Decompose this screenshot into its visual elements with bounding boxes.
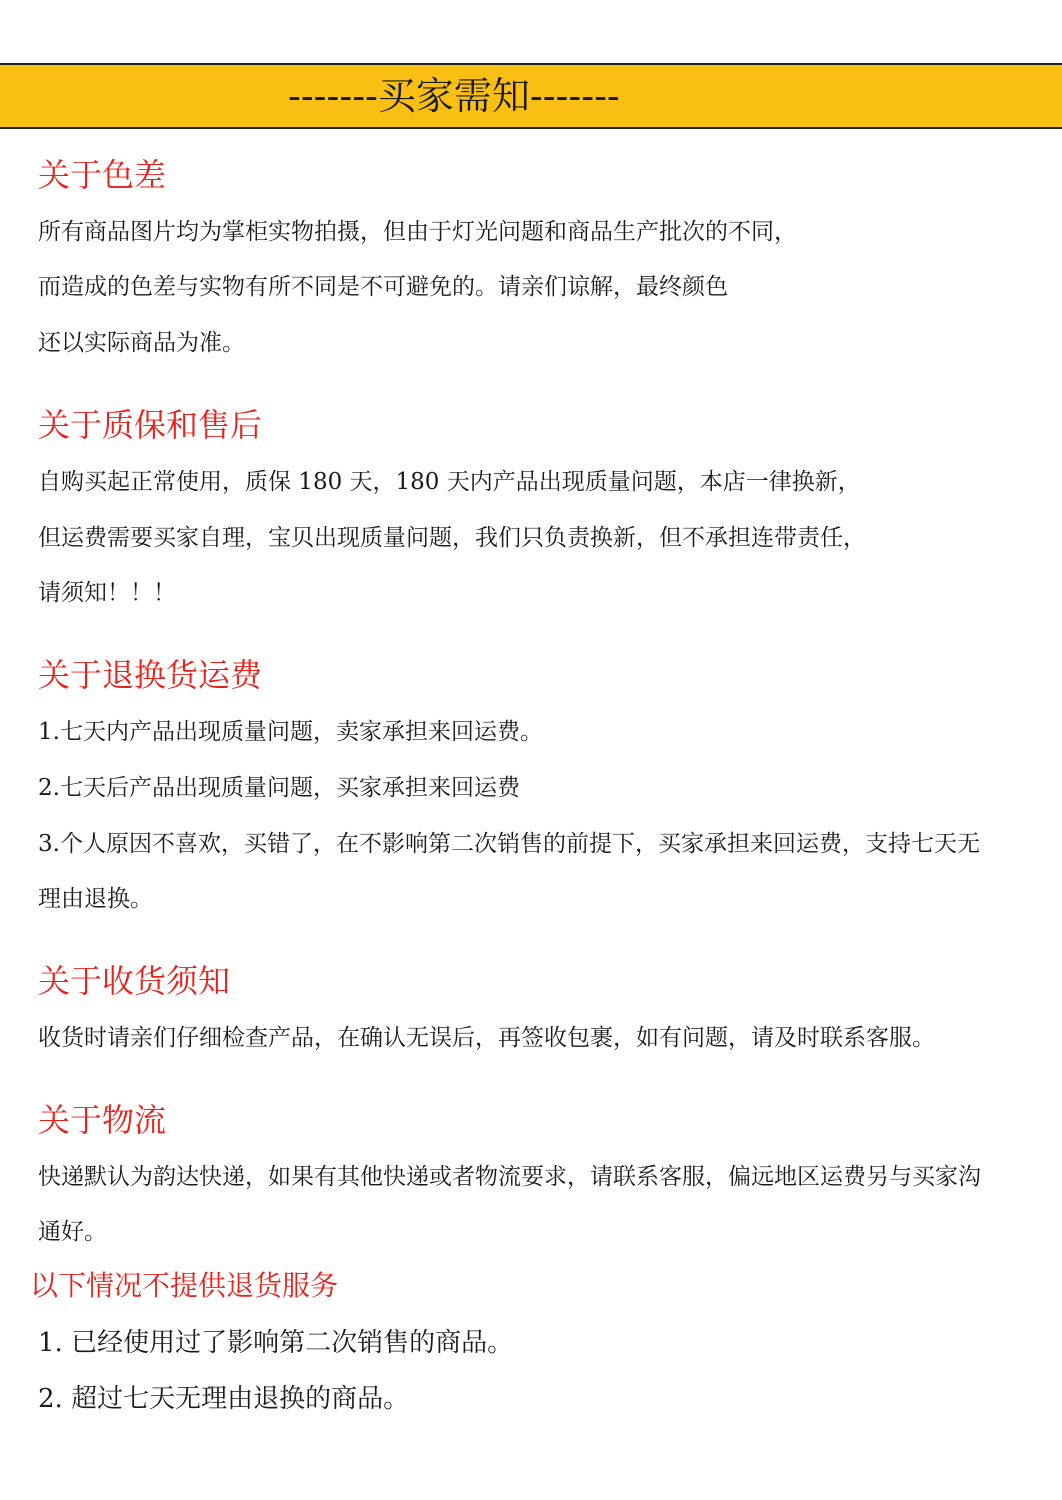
no-return-heading: 以下情况不提供退货服务 [30, 1269, 339, 1302]
section-text-line: 还以实际商品为准。 [38, 330, 245, 356]
section-text-line: 而造成的色差与实物有所不同是不可避免的。请亲们谅解，最终颜色 [38, 274, 728, 300]
section-text-line: 请须知！！！ [38, 580, 176, 606]
no-return-item: 1. 已经使用过了影响第二次销售的商品。 [38, 1328, 514, 1358]
section-text-line: 但运费需要买家自理，宝贝出现质量问题，我们只负责换新，但不承担连带责任， [38, 525, 866, 551]
header-banner [0, 63, 1062, 129]
section-heading-receiving: 关于收货须知 [38, 962, 231, 1000]
section-text-line: 通好。 [38, 1219, 107, 1245]
section-text-line: 理由退换。 [38, 886, 153, 912]
section-text-line: 2.七天后产品出现质量问题，买家承担来回运费 [38, 775, 520, 801]
page-title: -------买家需知------- [288, 74, 620, 118]
no-return-item: 2. 超过七天无理由退换的商品。 [38, 1384, 410, 1414]
section-text-line: 1.七天内产品出现质量问题，卖家承担来回运费。 [38, 719, 543, 745]
section-heading-return-shipping: 关于退换货运费 [38, 656, 263, 694]
section-heading-logistics: 关于物流 [38, 1101, 167, 1139]
section-heading-color-difference: 关于色差 [38, 156, 167, 194]
section-text-line: 快递默认为韵达快递，如果有其他快递或者物流要求，请联系客服，偏远地区运费另与买家沟 [38, 1164, 981, 1190]
section-text-line: 3.个人原因不喜欢，买错了，在不影响第二次销售的前提下，买家承担来回运费，支持七天无 [38, 831, 980, 857]
section-text-line: 收货时请亲们仔细检查产品，在确认无误后，再签收包裹，如有问题，请及时联系客服。 [38, 1025, 935, 1051]
section-heading-warranty: 关于质保和售后 [38, 406, 263, 444]
section-text-line: 所有商品图片均为掌柜实物拍摄，但由于灯光问题和商品生产批次的不同， [38, 219, 797, 245]
section-text-line: 自购买起正常使用，质保 180 天，180 天内产品出现质量问题，本店一律换新， [38, 469, 861, 495]
